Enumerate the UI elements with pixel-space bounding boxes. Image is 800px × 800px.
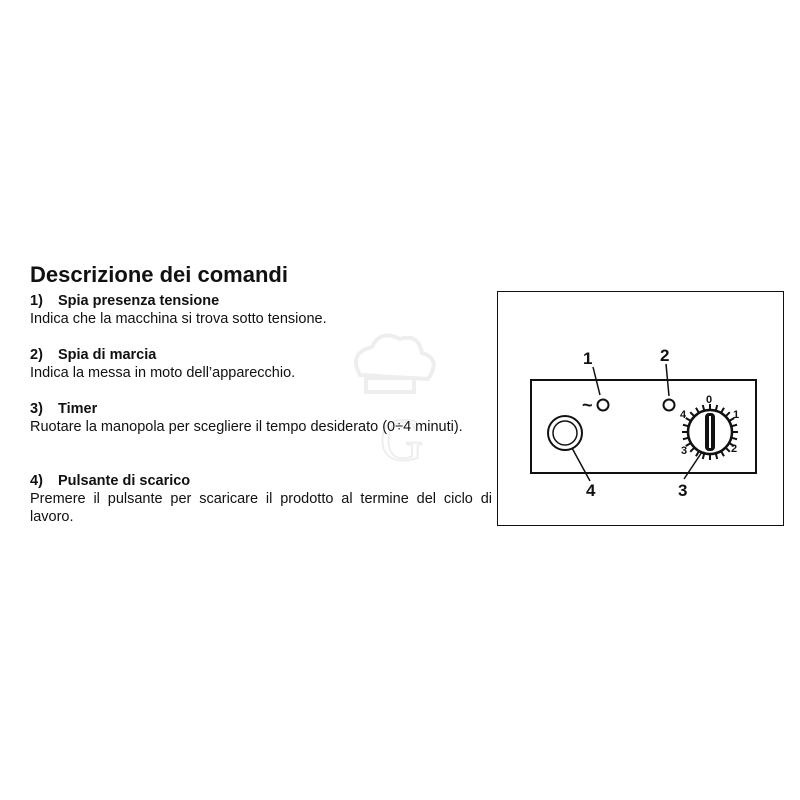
section-number: 2): [30, 347, 43, 363]
section-description: Indica la messa in moto dell’apparecchio.: [30, 365, 296, 381]
callout-1: 1: [583, 349, 593, 368]
power-symbol-icon: ~: [582, 395, 593, 415]
running-lamp-icon: [664, 400, 675, 411]
section-description: Premere il pulsante per scaricare il prodotto al termine del ciclo di lavoro.: [30, 491, 492, 525]
page-title: Descrizione dei comandi: [30, 262, 288, 287]
section-discharge-button: [30, 472, 492, 526]
section-number: 1): [30, 293, 43, 309]
section-title: Spia di marcia: [58, 347, 157, 363]
section-heading: [30, 292, 492, 310]
control-panel-diagram: [497, 291, 784, 526]
dial-mark-1: 1: [733, 409, 740, 421]
discharge-button-inner: [553, 421, 577, 445]
section-description: Indica che la macchina si trova sotto tensione.: [30, 311, 327, 327]
section-title: Timer: [58, 401, 98, 417]
timer-knob-icon: [682, 404, 738, 460]
section-title: Spia presenza tensione: [58, 293, 220, 309]
power-lamp-icon: [598, 400, 609, 411]
section-number: 3): [30, 401, 43, 417]
section-power-indicator: [30, 292, 492, 328]
section-title: Pulsante di scarico: [58, 473, 191, 489]
section-description: Ruotare la manopola per scegliere il tempo desiderato (0÷4 minuti).: [30, 419, 463, 435]
dial-mark-4: 4: [680, 409, 687, 421]
control-panel-svg: [498, 292, 785, 527]
section-heading: [30, 472, 492, 490]
callout-2: 2: [660, 346, 670, 365]
watermark-logo: [330, 330, 450, 470]
watermark-letter: G: [380, 407, 424, 470]
section-number: 4): [30, 473, 43, 489]
dial-mark-2: 2: [731, 443, 738, 455]
dial-mark-0: 0: [706, 394, 713, 406]
callout-3: 3: [678, 481, 688, 500]
callout-4: 4: [586, 481, 596, 500]
dial-mark-3: 3: [681, 445, 688, 457]
